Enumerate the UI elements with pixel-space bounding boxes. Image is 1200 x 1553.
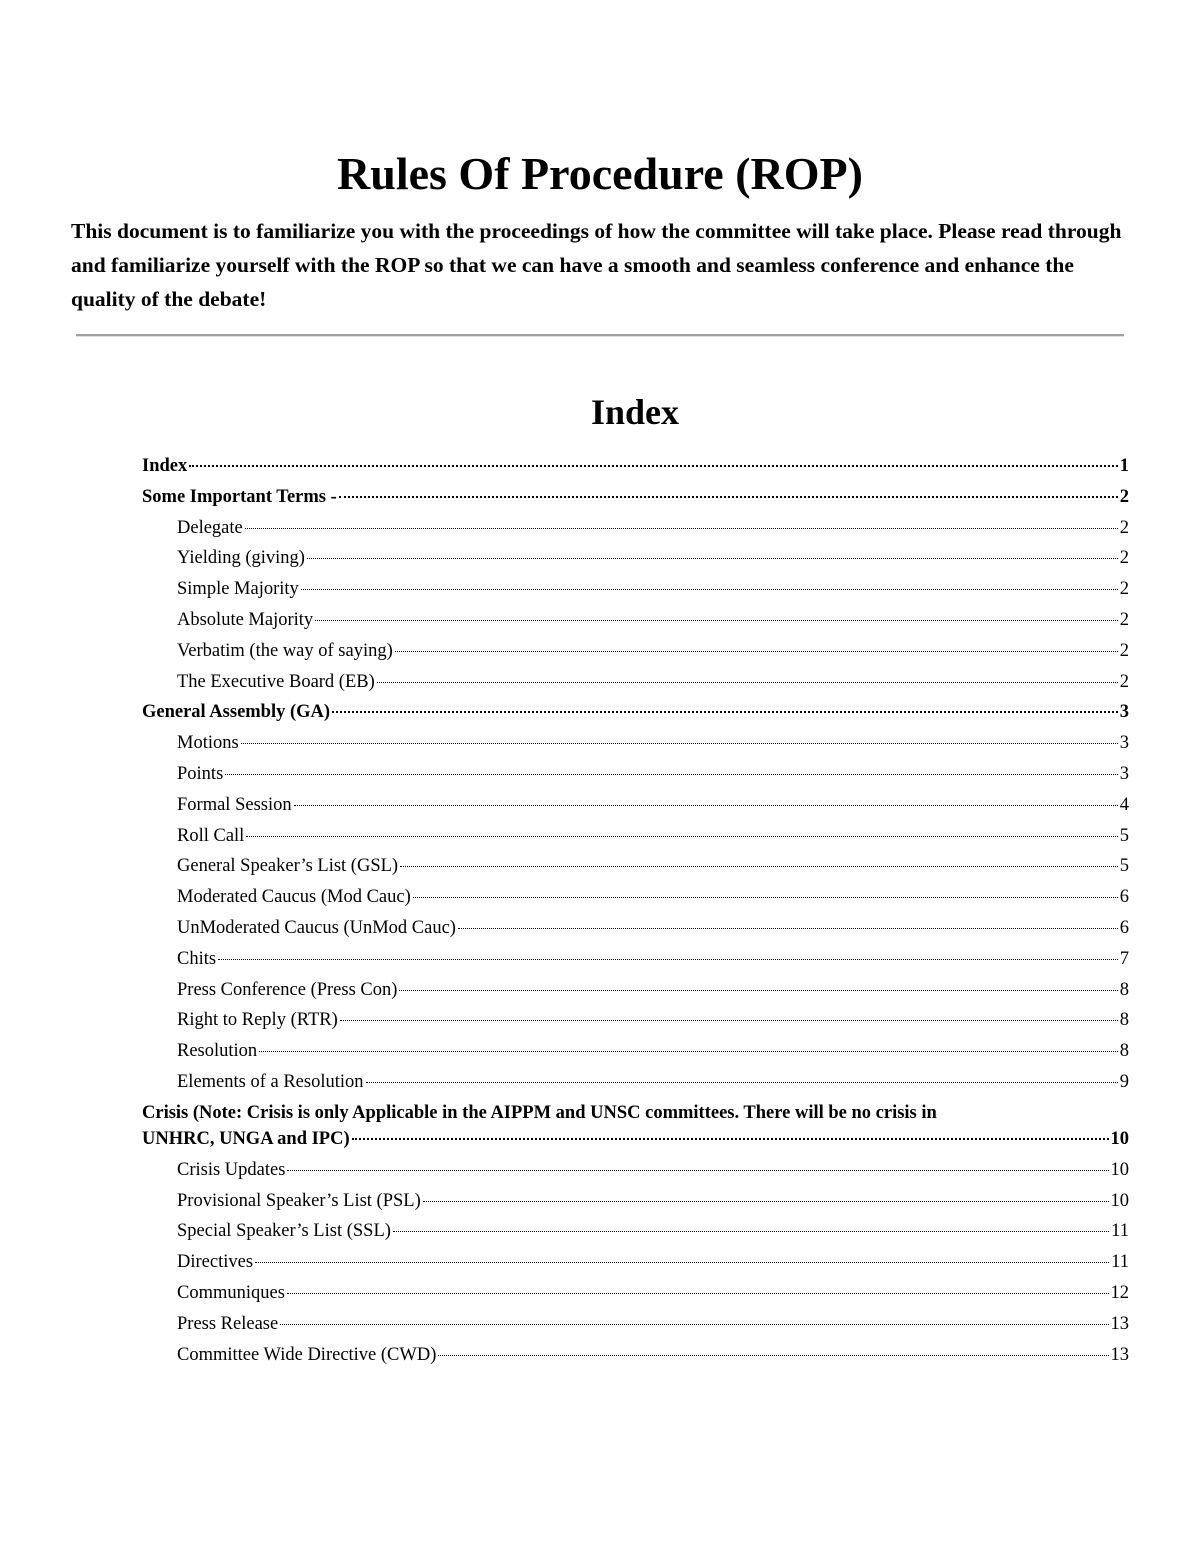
toc-entry-page: 2 [1119,579,1129,600]
toc-entry-label: Index [142,456,188,476]
toc-leader-dots [246,832,1117,837]
toc-entry-absolute-majority[interactable] [142,605,1129,636]
toc-entry-page: 2 [1119,517,1129,538]
toc-entry-some-important-terms[interactable] [142,482,1129,513]
toc-entry-general-assembly[interactable] [142,697,1129,728]
toc-leader-dots [395,647,1118,652]
toc-leader-dots [259,1047,1118,1052]
toc-entry-motions[interactable] [142,728,1129,759]
toc-entry-directives[interactable] [142,1247,1129,1278]
toc-leader-dots [245,524,1118,529]
toc-entry-page: 5 [1119,825,1129,846]
toc-entry-label: Crisis Updates [177,1159,286,1180]
toc-entry-chits[interactable] [142,944,1129,975]
toc-entry-page: 11 [1111,1221,1129,1242]
toc-entry-provisional-speakers-list[interactable] [142,1186,1129,1217]
toc-entry-label: Formal Session [177,794,292,815]
toc-entry-label: Provisional Speaker’s List (PSL) [177,1190,421,1211]
toc-entry-page: 3 [1119,733,1129,754]
toc-leader-dots [315,616,1118,621]
toc-entry-page: 3 [1119,763,1129,784]
toc-entry-page: 13 [1110,1344,1129,1365]
toc-entry-label: Yielding (giving) [177,548,305,569]
toc-entry-moderated-caucus[interactable] [142,882,1129,913]
page-title: Rules Of Procedure (ROP) [337,148,863,199]
toc-leader-dots [458,924,1118,929]
toc-entry-label: Resolution [177,1041,258,1062]
toc-entry-label: Directives [177,1252,254,1273]
toc-entry-page: 13 [1110,1313,1129,1334]
toc-leader-dots [280,1320,1108,1325]
toc-entry-formal-session[interactable] [142,790,1129,821]
toc-entry-roll-call[interactable] [142,821,1129,852]
toc-entry-page: 3 [1119,702,1129,723]
toc-leader-dots [413,893,1118,898]
toc-entry-label: Chits [177,948,217,969]
toc-entry-page: 8 [1119,1010,1129,1031]
toc-leader-dots [332,707,1118,713]
toc-entry-right-to-reply[interactable] [142,1005,1129,1036]
toc-entry-page: 8 [1119,1041,1129,1062]
toc-entry-label: Delegate [177,517,243,538]
toc-leader-dots [366,1078,1118,1083]
toc-entry-unmoderated-caucus[interactable] [142,913,1129,944]
toc-entry-page: 9 [1119,1071,1129,1092]
toc-entry-page: 2 [1119,486,1129,507]
toc-entry-page: 7 [1119,948,1129,969]
toc-entry-page: 6 [1119,887,1129,908]
toc-leader-dots [218,955,1118,960]
toc-leader-dots [340,1016,1118,1021]
toc-entry-page: 6 [1119,917,1129,938]
toc-leader-dots [423,1197,1109,1202]
toc-leader-dots [307,554,1118,559]
toc-entry-label: General Speaker’s List (GSL) [177,856,399,877]
toc-entry-simple-majority[interactable] [142,574,1129,605]
toc-entry-special-speakers-list[interactable] [142,1216,1129,1247]
table-of-contents [142,451,1129,1370]
toc-entry-label: Press Release [177,1313,279,1334]
toc-entry-label: Some Important Terms - [142,486,337,507]
toc-entry-yielding[interactable] [142,543,1129,574]
toc-leader-dots [225,770,1117,775]
toc-entry-press-release[interactable] [142,1309,1129,1340]
toc-entry-index[interactable] [142,451,1129,482]
toc-entry-label: UnModerated Caucus (UnMod Cauc) [177,917,456,938]
toc-entry-page: 2 [1119,671,1129,692]
toc-leader-dots [399,986,1117,991]
toc-entry-label: Points [177,763,224,784]
toc-leader-dots [339,492,1118,498]
toc-entry-committee-wide-directive[interactable] [142,1340,1129,1371]
horizontal-divider [76,334,1124,337]
toc-entry-page: 12 [1110,1282,1129,1303]
toc-leader-dots [438,1351,1108,1356]
toc-entry-label: Simple Majority [177,579,299,600]
toc-entry-label: General Assembly (GA) [142,702,331,723]
toc-leader-dots [241,739,1118,744]
toc-entry-page: 5 [1119,856,1129,877]
toc-entry-label: Crisis (Note: Crisis is only Applicable in the AIPPM and UNSC committees. There will be no crisis in [142,1102,937,1123]
toc-entry-label: Moderated Caucus (Mod Cauc) [177,887,411,908]
toc-leader-dots [287,1166,1108,1171]
toc-entry-page: 2 [1119,640,1129,661]
toc-leader-dots [393,1227,1109,1232]
toc-entry-label: Press Conference (Press Con) [177,979,398,1000]
toc-entry-label: The Executive Board (EB) [177,671,375,692]
toc-entry-page: 10 [1110,1128,1129,1149]
toc-entry-crisis-updates[interactable] [142,1155,1129,1186]
toc-leader-dots [377,678,1118,683]
toc-entry-press-conference[interactable] [142,975,1129,1006]
toc-entry-page: 1 [1119,456,1129,476]
toc-leader-dots [352,1134,1109,1140]
toc-entry-label: Special Speaker’s List (SSL) [177,1221,391,1242]
toc-entry-page: 8 [1119,979,1129,1000]
toc-entry-elements-of-resolution[interactable] [142,1067,1129,1098]
toc-entry-delegate[interactable] [142,513,1129,544]
toc-entry-label: Absolute Majority [177,609,314,630]
toc-leader-dots [400,862,1118,867]
toc-entry-communiques[interactable] [142,1278,1129,1309]
toc-entry-label: Verbatim (the way of saying) [177,640,393,661]
toc-entry-label: Elements of a Resolution [177,1071,364,1092]
index-heading: Index [590,392,680,432]
toc-leader-dots [189,461,1118,467]
toc-entry-label: Roll Call [177,825,245,846]
toc-entry-page: 4 [1119,794,1129,815]
toc-entry-page: 2 [1119,548,1129,569]
toc-entry-page: 11 [1111,1252,1129,1273]
toc-entry-verbatim[interactable] [142,636,1129,667]
toc-entry-label: Right to Reply (RTR) [177,1010,338,1031]
toc-entry-page: 10 [1110,1190,1129,1211]
toc-leader-dots [287,1289,1109,1294]
toc-entry-label: Committee Wide Directive (CWD) [177,1344,437,1365]
toc-entry-crisis[interactable] [142,1098,1129,1155]
toc-entry-general-speakers-list[interactable] [142,851,1129,882]
toc-entry-label: Motions [177,733,239,754]
toc-entry-label-continued: UNHRC, UNGA and IPC) [142,1128,350,1149]
toc-leader-dots [301,585,1118,590]
toc-entry-resolution[interactable] [142,1036,1129,1067]
toc-leader-dots [255,1258,1109,1263]
toc-entry-page: 10 [1110,1159,1129,1180]
toc-leader-dots [294,801,1118,806]
toc-entry-label: Communiques [177,1282,285,1303]
toc-entry-page: 2 [1119,609,1129,630]
toc-entry-points[interactable] [142,759,1129,790]
toc-entry-executive-board[interactable] [142,667,1129,698]
intro-paragraph: This document is to familiarize you with the proceedings of how the committee will take place. Please read through and familiarize yourself with the ROP so that we can have a smooth and seamless conference and enhance the quality of the debate! [71,219,1122,311]
